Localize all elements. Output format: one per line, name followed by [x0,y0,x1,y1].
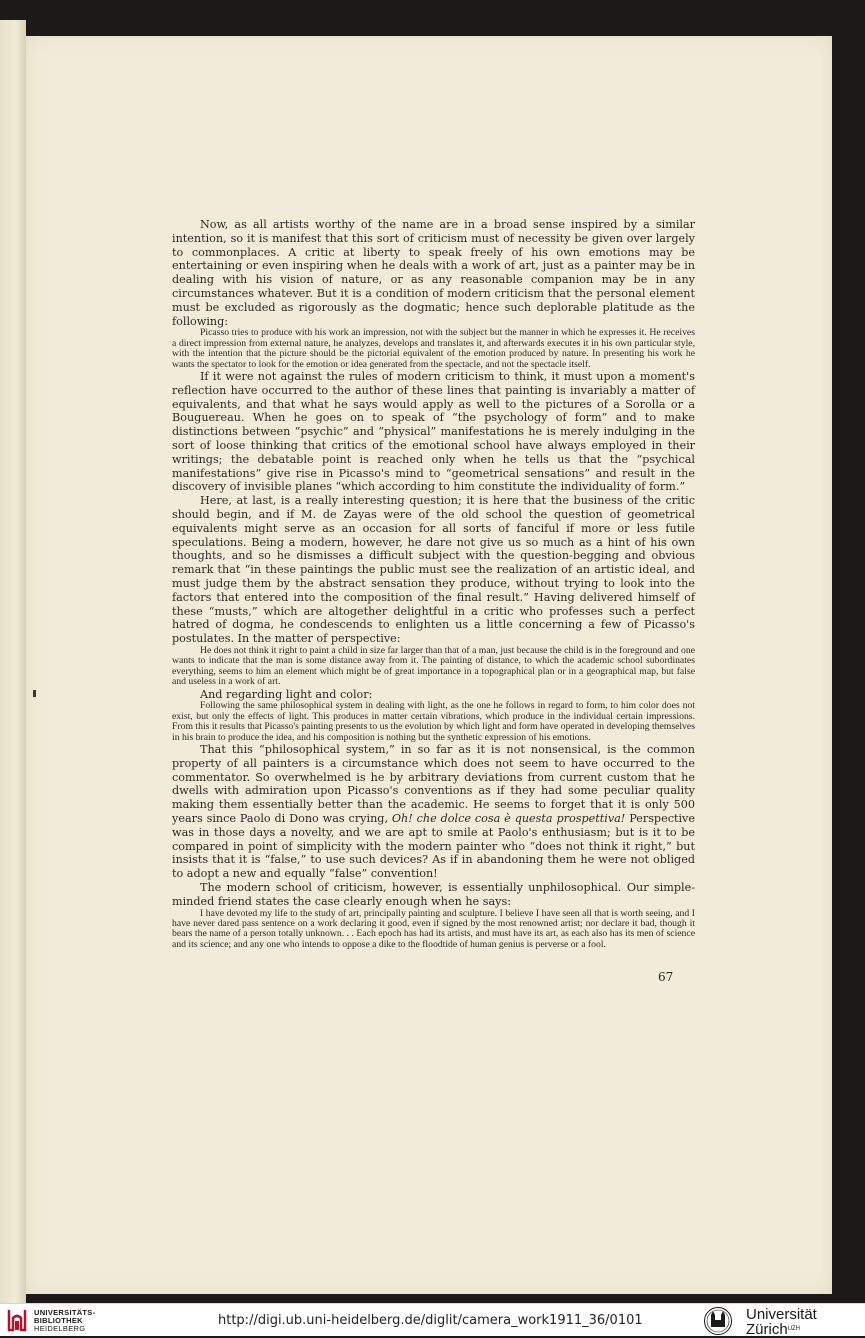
paragraph-3: Here, at last, is a really interesting question; it is here that the business of the critic should begin, and if M. de Zayas were of the old school the question of geometrical equivalents might serve as an occasion for all sorts of fanciful if more or less futile speculations. Being a modern, however, he dare not give us so much as a hint of his own thoughts, and so he dismisses a difficult subject with the question-begging and obvious remark that “in these paintings the public must see the realization of an artistic ideal, and must judge them by the abstract sensation they produce, without trying to look into the factors that entered into the composition of the final result.” Having delivered himself of these “musts,” which are altogether delightful in a critic who professes such a perfect hatred of dogma, he condescends to enlighten us a little concerning a few of Picasso's postulates. In the matter of perspective: [172,494,695,646]
quote-3: Following the same philosophical system in dealing with light, as the one he follows in regard to form, to him color does not exist, but only the effects of light. This produces in matter certain vibrations, which produce in the individual certain impressions. From this it results that Picasso's painting presents to us the evolution by which light and form have operated in developing themselves in his brain to produce the idea, and his composition is nothing but the synthetic expression of his emotions. [172,700,695,743]
library-line-3: HEIDELBERG [34,1324,86,1334]
document-url[interactable]: http://digi.ub.uni-heidelberg.de/diglit/camera_work1911_36/0101 [218,1313,643,1328]
paragraph-4-before: That this “philosophical system,” in so far as it is not nonsensical, is the common property of all painters is a circumstance which does not seem to have occurred to the commentator. So overwhelmed is he by arbitrary deviations from current custom that he dwells with admiration upon Picasso's conventions as if they had some peculiar quality making them essentially better than the academic. He seems to forget that it is only 500 years since Paolo di Dono was crying, [172,742,695,825]
library-name [34,1309,95,1334]
footer-bar [0,1303,865,1336]
book-spine-edge [0,20,26,1310]
library-line-1: UNIVERSITÄTS- [34,1308,96,1317]
scanned-page [26,36,832,1294]
uzh-name [746,1307,817,1337]
uzh-seal-icon[interactable] [696,1306,740,1336]
paragraph-4-after: Perspective was in those days a novelty, and we are apt to smile at Paolo's enthusiasm; but is it to be compared in point of simplicity with the modern painter who “does not think it right,” but insists that it is “false,” to use such devices? As if in abandoning them he were not obliged to adopt a new and equally “false” convention! [172,811,695,881]
paragraph-2: If it were not against the rules of modern criticism to think, it must upon a moment's reflection have occurred to the author of these lines that painting is invariably a matter of equivalents, and that what he says would apply as well to the pictures of a Sorolla or a Bouguereau. When he goes on to speak of “the psychology of form” and to make distinctions between “psychic” and “physical” manifestations he is merely indulging in the sort of loose thinking that critics of the emotional school have always employed in their writings; the debatable point is reached only when he tells us that the “psychical manifestations” give rise in Picasso's mind to “geometrical sensations” and result in the discovery of invisible planes “which according to him constitute the individuality of form.” [172,370,695,494]
uzh-line-1: Universität [746,1306,817,1323]
quote-4: I have devoted my life to the study of art, principally painting and sculpture. I believe I have seen all that is worth seeing, and I have never dared pass sentence on a work declaring it good, even if signed by the most renowned artist; nor declare it bad, though it bears the name of a person totally unknown. . . Each epoch has had its artists, and must have its art, as each also has its men of science and its science; and any one who intends to oppose a dike to the floodtide of human genius is perverse or a fool. [172,907,695,950]
quote-1: Picasso tries to produce with his work an impression, not with the subject but the manner in which he expresses it. He receives a direct impression from external nature, he analyzes, develops and translates it, and afterwards executes it in his own particular style, with the intention that the picture should be the pictorial equivalent of the emotion produced by nature. In presenting his work he wants the spectator to look for the emotion or idea generated from the spectacle, and not the spectacle itself. [172,327,695,370]
paragraph-1: Now, as all artists worthy of the name are in a broad sense inspired by a similar intention, so it is manifest that this sort of criticism must of necessity be given over largely to commonplaces. A critic at liberty to speak freely of his own emotions may be entertaining or even inspiring when he deals with a work of art, just as a painter may be in dealing with his vision of nature, or as any reasonable companion may be in any circumstances whatever. But it is a condition of modern criticism that the personal element must be excluded as rigorously as the dogmatic; hence such deplorable platitude as the following: [172,218,695,328]
uzh-line-2-text: Zürich [746,1321,788,1338]
paragraph-4 [172,743,695,881]
page-number: 67 [658,970,674,984]
ub-heidelberg-logo-icon[interactable] [6,1308,28,1332]
italic-quote: Oh! che dolce cosa è questa prospettiva! [391,811,626,825]
paragraph-5: The modern school of criticism, however, is essentially unphilosophical. Our simple-minded friend states the case clearly enough when he says: [172,880,695,908]
library-line-2: BIBLIOTHEK [34,1316,83,1326]
paragraph-light-color: And regarding light and color: [200,687,373,701]
body-text [172,218,695,950]
uzh-superscript: UZH [787,1326,801,1332]
quote-2: He does not think it right to paint a child in size far larger than that of a man, just because the child is in the foreground and one wants to indicate that the man is some distance away from it. The painting of distance, to which the academic school subordinates everything, seems to him an element which might be of great importance in a topographical plan or in a geographical map, but false and useless in a work of art. [172,644,695,688]
margin-mark [33,690,36,697]
